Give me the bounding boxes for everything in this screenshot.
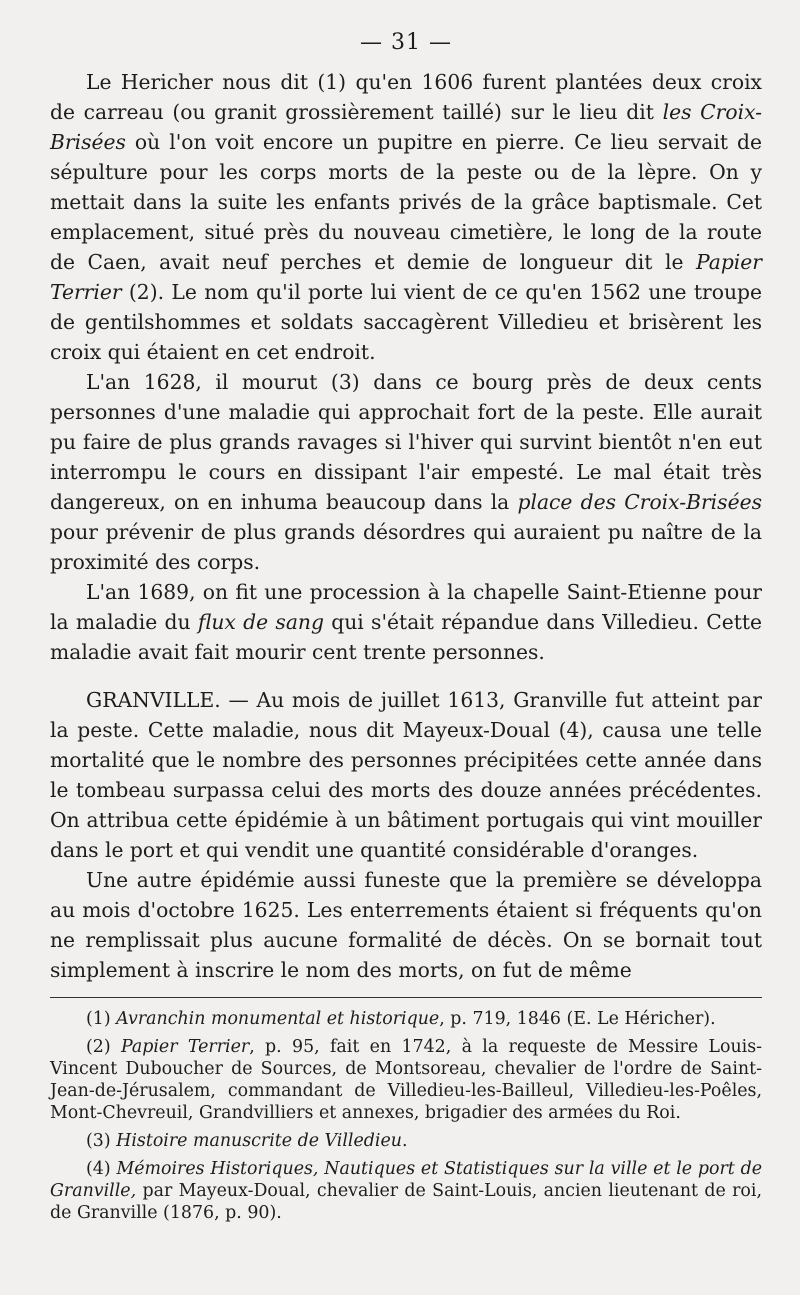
- italic-text: les Croix-Brisées: [50, 100, 763, 154]
- paragraph-p2: L'an 1628, il mourut (3) dans ce bourg près de deux cents personnes d'une maladie qui approchait fort de la peste. Elle aurait pu faire de plus grands ravages si l'hiver qui survint bientôt n'en eut interrompu le cours en dissipant l'air empesté. Le mal était très dangereux, on en inhuma beaucoup dans la place des Croix-Brisées pour prévenir de plus grands désordres qui auraient pu naître de la proximité des corps.: [50, 370, 762, 574]
- footnote-fn1: (1) Avranchin monumental et historique, p. 719, 1846 (E. Le Héricher).: [86, 1009, 716, 1029]
- footnotes: [50, 1008, 762, 1224]
- document-page: [50, 30, 762, 1230]
- body-text: [50, 67, 762, 985]
- footnote-fn4: (4) Mémoires Historiques, Nautiques et Statistiques sur la ville et le port de Granville, par Mayeux-Doual, chevalier de Saint-Louis, ancien lieutenant de roi, de Granville (1876, p. 90).: [50, 1159, 762, 1223]
- footnote-divider: [50, 997, 762, 998]
- footnote-fn2: (2) Papier Terrier, p. 95, fait en 1742, à la requeste de Messire Louis-Vincent Duboucher de Sources, de Montsoreau, chevalier de l'ordre de Saint-Jean-de-Jérusalem, commandant de Villedieu-les-Bailleul, Villedieu-les-Poêles, Mont-Chevreuil, Grandvilliers et annexes, brigadier des armées du Roi.: [50, 1037, 763, 1123]
- italic-text: Histoire manuscrite de Villedieu: [116, 1131, 402, 1151]
- paragraph-p5: Une autre épidémie aussi funeste que la première se développa au mois d'octobre 1625. Les enterrements étaient si fréquents qu'on ne remplissait plus aucune formalité de décès. On se bornait tout simplement à inscrire le nom des morts, on fut de même: [50, 868, 762, 982]
- italic-text: Avranchin monumental et historique: [116, 1009, 440, 1029]
- italic-text: place des Croix-Brisées: [517, 490, 762, 514]
- italic-text: flux de sang: [197, 610, 324, 634]
- footnote-fn3: (3) Histoire manuscrite de Villedieu.: [86, 1131, 408, 1151]
- paragraph-p1: Le Hericher nous dit (1) qu'en 1606 furent plantées deux croix de carreau (ou granit grossièrement taillé) sur le lieu dit les Croix-Brisées où l'on voit encore un pupitre en pierre. Ce lieu servait de sépulture pour les corps morts de la peste ou de la lèpre. On y mettait dans la suite les enfants privés de la grâce baptismale. Cet emplacement, situé près du nouveau cimetière, le long de la route de Caen, avait neuf perches et demie de longueur dit le Papier Terrier (2). Le nom qu'il porte lui vient de ce qu'en 1562 une troupe de gentilshommes et soldats saccagèrent Villedieu et brisèrent les croix qui étaient en cet endroit.: [50, 70, 763, 364]
- italic-text: Papier Terrier: [50, 250, 762, 304]
- italic-text: Papier Terrier: [120, 1037, 250, 1057]
- italic-text: Mémoires Historiques, Nautiques et Statistiques sur la ville et le port de Granville,: [50, 1159, 762, 1201]
- paragraph-p3: L'an 1689, on fit une procession à la chapelle Saint-Etienne pour la maladie du flux de sang qui s'était répandue dans Villedieu. Cette maladie avait fait mourir cent trente personnes.: [50, 580, 763, 664]
- page-number: — 31 —: [360, 30, 452, 55]
- paragraph-p4: GRANVILLE. — Au mois de juillet 1613, Granville fut atteint par la peste. Cette maladie, nous dit Mayeux-Doual (4), causa une telle mortalité que le nombre des personnes précipitées cette année dans le tombeau surpassa celui des morts des douze années précédentes. On attribua cette épidémie à un bâtiment portugais qui vint mouiller dans le port et qui vendit une quantité considérable d'oranges.: [50, 688, 762, 862]
